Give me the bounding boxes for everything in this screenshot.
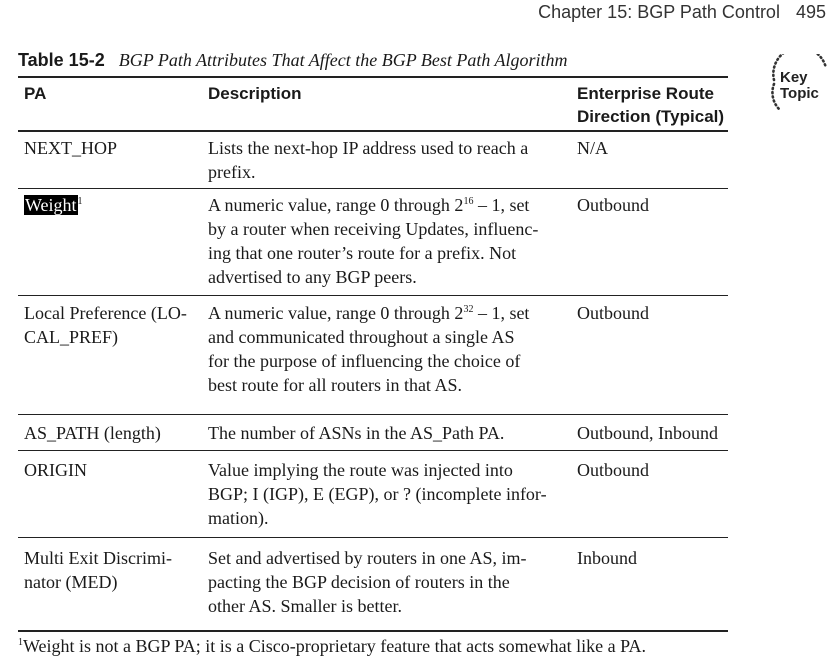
description-cell: A numeric value, range 0 through $2^{32} - 1$, set and communicated throughout a single AS for the purpose of influencing the choice of best route for all routers in that AS. — [208, 303, 530, 395]
pa-cell: AS_PATH (length) — [24, 423, 161, 443]
description-cell: Set and advertised by routers in one AS, im- pacting the BGP decision of routers in the other AS. Smaller is better. — [208, 548, 527, 616]
row-divider — [18, 188, 728, 189]
direction-cell: Outbound — [577, 195, 649, 215]
column-header-pa: PA — [24, 84, 47, 103]
table-title: BGP Path Attributes That Affect the BGP Best Path Algorithm — [118, 50, 568, 70]
table-number: Table 15-2 — [18, 50, 105, 70]
table-footnote — [18, 636, 818, 657]
pa-cell: NEXT_HOP — [24, 138, 117, 158]
footnote-text: Weight is not a BGP PA; it is a Cisco-proprietary feature that acts somewhat like a PA. — [23, 636, 646, 656]
table-bottom-rule — [18, 630, 728, 632]
direction-cell: Outbound — [577, 303, 649, 323]
key-topic-icon — [766, 54, 830, 116]
description-cell: A numeric value, range 0 through $2^{16} - 1$, set by a router when receiving Updates, influenc- ing that one router’s route for a prefix. Not advertised to any BGP peers. — [208, 195, 539, 287]
highlighted-term: Weight — [25, 195, 77, 215]
pa-cell: Local Preference (LO- CAL_PREF) — [24, 303, 187, 347]
direction-cell: Inbound — [577, 548, 637, 568]
key-topic-line1: Key — [780, 69, 808, 86]
footnote-marker: 1 — [77, 196, 83, 207]
row-divider — [18, 414, 728, 415]
page-number: 495 — [795, 2, 826, 22]
description-cell: Value implying the route was injected into BGP; I (IGP), E (EGP), or ? (incomplete infor- mation). — [208, 460, 547, 528]
column-header-direction: Enterprise Route Direction (Typical) — [577, 84, 725, 126]
table-header-rule — [18, 130, 728, 132]
exponent: 32 — [463, 304, 474, 315]
column-header-description: Description — [208, 84, 302, 103]
exponent: 16 — [463, 196, 474, 207]
pa-cell: ORIGIN — [24, 460, 87, 480]
description-cell: The number of ASNs in the AS_Path PA. — [208, 423, 505, 443]
row-divider — [18, 295, 728, 296]
row-divider — [18, 537, 728, 538]
row-divider — [18, 450, 728, 451]
key-topic-line2: Topic — [780, 85, 819, 102]
chapter-title: Chapter 15: BGP Path Control — [538, 2, 780, 22]
table-top-rule — [18, 76, 728, 78]
pa-cell: Multi Exit Discrimi- nator (MED) — [24, 548, 172, 592]
pa-cell — [24, 193, 204, 217]
direction-cell: N/A — [577, 138, 608, 158]
description-cell: Lists the next-hop IP address used to reach a prefix. — [208, 138, 529, 182]
direction-cell: Outbound — [577, 460, 649, 480]
footnote-marker: 1 — [18, 637, 23, 648]
table-caption — [18, 50, 568, 71]
page-header — [538, 2, 826, 23]
direction-cell: Outbound, Inbound — [577, 423, 718, 443]
